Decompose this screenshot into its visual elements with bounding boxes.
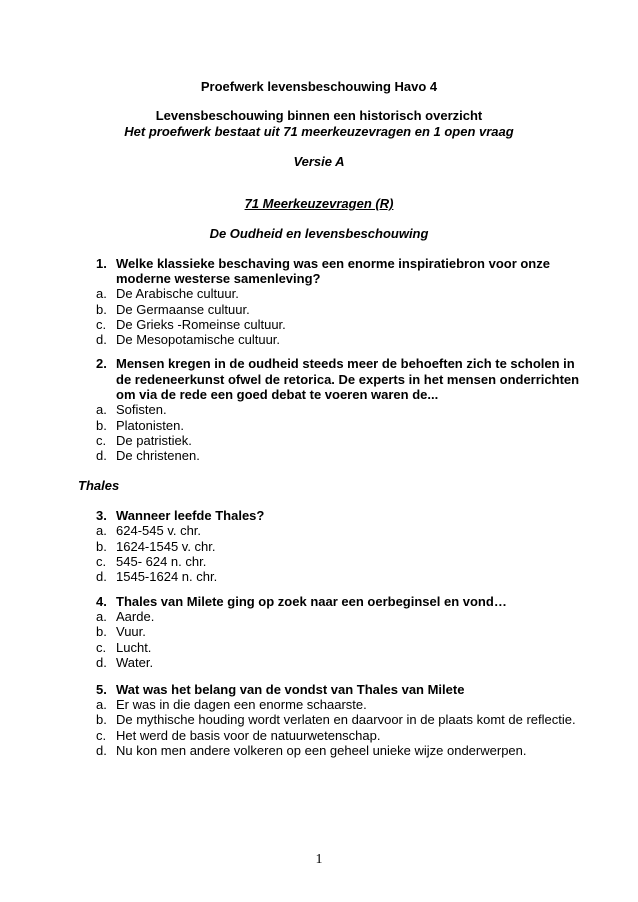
document-subtitle: Levensbeschouwing binnen een historisch overzicht	[155, 108, 483, 123]
question-text: Thales van Milete ging op zoek naar een oerbeginsel en vond…	[116, 594, 507, 609]
option-text: 624-545 v. chr.	[116, 523, 202, 538]
question-text: Welke klassieke beschaving was een enorme inspiratiebron voor onze	[116, 256, 550, 271]
question-text: moderne westerse samenleving?	[116, 271, 321, 286]
option-letter: a.	[96, 402, 107, 417]
option-letter: d.	[96, 448, 107, 463]
option-text: Het werd de basis voor de natuurwetenschap.	[116, 728, 381, 743]
option-text: 545- 624 n. chr.	[116, 554, 207, 569]
question-number: 3.	[96, 508, 107, 523]
version-label: Versie A	[293, 154, 345, 169]
option-letter: b.	[96, 418, 107, 433]
option-text: De patristiek.	[116, 433, 192, 448]
option-letter: c.	[96, 317, 107, 332]
option-text: Platonisten.	[116, 418, 184, 433]
option-letter: c.	[96, 640, 107, 655]
option-text: 1545-1624 n. chr.	[116, 569, 218, 584]
question-number: 1.	[96, 256, 107, 271]
question-text: Wanneer leefde Thales?	[116, 508, 265, 523]
question-number: 2.	[96, 356, 107, 371]
option-text: Sofisten.	[116, 402, 167, 417]
option-text: De Grieks -Romeinse cultuur.	[116, 317, 286, 332]
question-text: Wat was het belang van de vondst van Thales van Milete	[116, 682, 465, 697]
option-letter: d.	[96, 332, 107, 347]
option-letter: a.	[96, 523, 107, 538]
option-letter: d.	[96, 743, 107, 758]
option-text: Er was in die dagen een enorme schaarste.	[116, 697, 367, 712]
option-letter: b.	[96, 539, 107, 554]
topic-heading: De Oudheid en levensbeschouwing	[209, 226, 429, 241]
option-letter: a.	[96, 286, 107, 301]
option-letter: c.	[96, 433, 107, 448]
section-heading: 71 Meerkeuzevragen (R)	[244, 196, 394, 211]
option-letter: d.	[96, 655, 107, 670]
option-text: Lucht.	[116, 640, 152, 655]
option-letter: c.	[96, 554, 107, 569]
option-letter: d.	[96, 569, 107, 584]
option-letter: b.	[96, 624, 107, 639]
option-text: De Germaanse cultuur.	[116, 302, 250, 317]
question-text: de redeneerkunst ofwel de retorica. De experts in het mensen onderrichten	[116, 372, 580, 387]
question-number: 4.	[96, 594, 107, 609]
option-text: De christenen.	[116, 448, 200, 463]
option-letter: b.	[96, 712, 107, 727]
option-text: Nu kon men andere volkeren op een geheel unieke wijze onderwerpen.	[116, 743, 527, 758]
document-title: Proefwerk levensbeschouwing Havo 4	[200, 79, 438, 94]
option-text: Water.	[116, 655, 154, 670]
page-number: 1	[315, 852, 323, 867]
option-text: 1624-1545 v. chr.	[116, 539, 216, 554]
option-text: Aarde.	[116, 609, 155, 624]
option-letter: c.	[96, 728, 107, 743]
subheading-thales: Thales	[78, 478, 120, 493]
option-text: De Arabische cultuur.	[116, 286, 239, 301]
option-text: Vuur.	[116, 624, 146, 639]
question-text: om via de rede een goed debat te voeren waren de...	[116, 387, 439, 402]
option-text: De mythische houding wordt verlaten en daarvoor in de plaats komt de reflectie.	[116, 712, 576, 727]
option-letter: a.	[96, 609, 107, 624]
question-text: Mensen kregen in de oudheid steeds meer de behoeften zich te scholen in	[116, 356, 575, 371]
document-description: Het proefwerk bestaat uit 71 meerkeuzevragen en 1 open vraag	[124, 124, 514, 139]
option-letter: a.	[96, 697, 107, 712]
option-text: De Mesopotamische cultuur.	[116, 332, 281, 347]
question-number: 5.	[96, 682, 107, 697]
option-letter: b.	[96, 302, 107, 317]
